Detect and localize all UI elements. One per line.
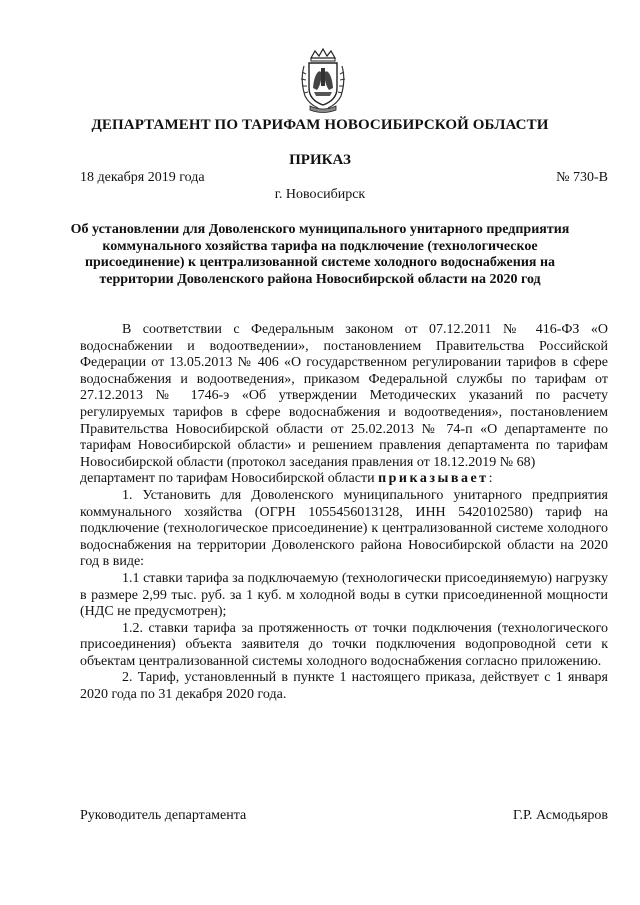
resolution-word: приказывает xyxy=(378,471,489,487)
signature-name: Г.Р. Асмодьяров xyxy=(512,808,608,823)
order-body xyxy=(80,322,608,704)
item-1-paragraph: 1. Установить для Доволенского муниципального унитарного предприятия коммунального хозяйства (ОГРН 1055456013128, ИНН 5420102580) тариф на подключение (технологическое присоединение) к централизованной системе холодного водоснабжения на территории Доволенского района Новосибирской области на 2020 год в виде: xyxy=(80,487,608,570)
department-title: ДЕПАРТАМЕНТ ПО ТАРИФАМ НОВОСИБИРСКОЙ ОБЛАСТИ xyxy=(91,117,549,133)
preamble-paragraph: В соответствии с Федеральным законом от 07.12.2011 № 416-ФЗ «О водоснабжении и водоотведении», постановлением Правительства Российской Федерации от 13.05.2013 № 406 «О государственном регулировании тарифов в сфере водоснабжения и водоотведения», приказом Федеральной службы по тарифам от 27.12.2013 № 1746-э «Об утверждении Методических указаний по расчету регулируемых тарифов в сфере водоснабжения и водоотведения», постановлением Правительства Новосибирской области от 25.02.2013 № 74-п «О департаменте по тарифам Новосибирской области» и решением правления департамента по тарифам Новосибирской области (протокол заседания правления от 18.12.2019 № 68) xyxy=(80,322,608,470)
coat-of-arms-icon xyxy=(296,48,350,114)
item-2-paragraph: 2. Тариф, установленный в пункте 1 настоящего приказа, действует с 1 января 2020 года по 31 декабря 2020 года. xyxy=(80,670,608,703)
order-number: № 730-В xyxy=(556,170,608,185)
resolution-paragraph xyxy=(80,471,608,488)
order-title: ПРИКАЗ xyxy=(289,152,351,168)
item-1-2-paragraph: 1.2. ставки тарифа за протяженность от точки подключения (технологического присоединения) объекта заявителя до точки подключения водопроводной сети к объектам централизованной системы холодного водоснабжения согласно приложению. xyxy=(80,620,608,669)
item-1-1-paragraph: 1.1 ставки тарифа за подключаемую (технологически присоединяемую) нагрузку в размере 2,99 тыс. руб. за 1 куб. м холодной воды в сутки присоединенной мощности (НДС не предусмотрен); xyxy=(80,570,608,620)
resolution-suffix: : xyxy=(488,471,493,487)
resolution-prefix: департамент по тарифам Новосибирской области xyxy=(80,471,379,487)
order-date: 18 декабря 2019 года xyxy=(80,170,205,185)
order-city: г. Новосибирск xyxy=(274,187,366,202)
order-subject: Об установлении для Доволенского муниципального унитарного предприятия коммунального хозяйства тарифа на подключение (технологическое присоединение) к централизованной системе холодного водоснабжения на территории Доволенского района Новосибирской области на 2020 год xyxy=(70,222,570,287)
signature-role: Руководитель департамента xyxy=(80,808,247,823)
